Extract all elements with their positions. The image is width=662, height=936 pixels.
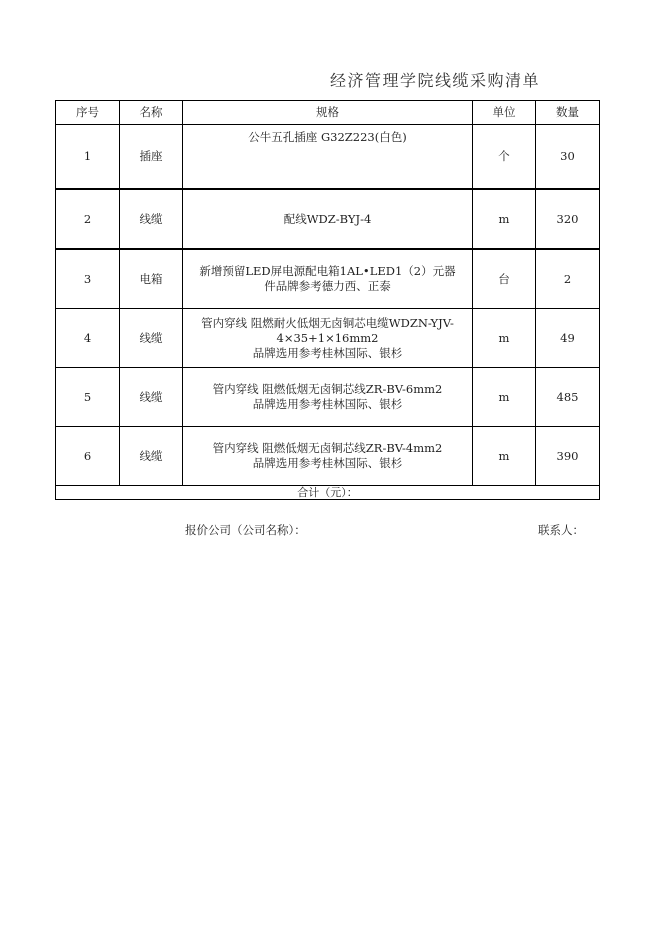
cell-no: 5 bbox=[56, 368, 120, 427]
table-row bbox=[56, 189, 600, 249]
quoting-company-label: 报价公司（公司名称）： bbox=[185, 523, 306, 537]
table-header-row bbox=[56, 101, 600, 125]
cell-qty: 390 bbox=[536, 427, 600, 486]
cell-name: 线缆 bbox=[120, 309, 183, 368]
total-label: 合计（元）： bbox=[56, 486, 600, 500]
header-cell-unit: 单位 bbox=[473, 101, 536, 125]
spec-line: 品牌选用参考桂林国际、银杉 bbox=[252, 397, 403, 411]
cell-no: 2 bbox=[56, 189, 120, 249]
cell-name: 线缆 bbox=[120, 427, 183, 486]
cell-no: 3 bbox=[56, 249, 120, 309]
spec-line: 管内穿线 阻燃低烟无卤铜芯线ZR-BV-4mm2 bbox=[212, 441, 443, 455]
cell-unit: m bbox=[473, 368, 536, 427]
cell-qty: 49 bbox=[536, 309, 600, 368]
table-row bbox=[56, 427, 600, 486]
table-row bbox=[56, 309, 600, 368]
cell-unit: m bbox=[473, 427, 536, 486]
contact-person-label: 联系人： bbox=[538, 523, 584, 537]
cell-spec bbox=[183, 125, 473, 190]
total-row bbox=[56, 486, 600, 500]
table-row bbox=[56, 368, 600, 427]
cell-no: 4 bbox=[56, 309, 120, 368]
spec-line: 件品牌参考德力西、正泰 bbox=[264, 279, 391, 293]
cell-unit: 台 bbox=[473, 249, 536, 309]
cell-qty: 2 bbox=[536, 249, 600, 309]
cell-spec bbox=[183, 427, 473, 486]
document-title: 经济管理学院线缆采购清单 bbox=[330, 71, 541, 90]
spec-line: 品牌选用参考桂林国际、银杉 bbox=[252, 456, 403, 470]
table-row bbox=[56, 125, 600, 190]
cell-unit: m bbox=[473, 309, 536, 368]
header-cell-name: 名称 bbox=[120, 101, 183, 125]
spec-line: 管内穿线 阻燃低烟无卤铜芯线ZR-BV-6mm2 bbox=[212, 382, 443, 396]
cell-qty: 320 bbox=[536, 189, 600, 249]
cell-name: 线缆 bbox=[120, 189, 183, 249]
procurement-table bbox=[55, 100, 600, 500]
header-cell-no: 序号 bbox=[56, 101, 120, 125]
cell-no: 6 bbox=[56, 427, 120, 486]
cell-name: 线缆 bbox=[120, 368, 183, 427]
spec-line: 公牛五孔插座 G32Z223(白色) bbox=[248, 130, 407, 144]
spec-line: 配线WDZ-BYJ-4 bbox=[283, 211, 372, 226]
header-cell-qty: 数量 bbox=[536, 101, 600, 125]
cell-name: 插座 bbox=[120, 125, 183, 190]
cell-unit: 个 bbox=[473, 125, 536, 190]
spec-line: 品牌选用参考桂林国际、银杉 bbox=[252, 345, 403, 360]
spec-line: 新增预留LED屏电源配电箱1AL•LED1（2）元器 bbox=[199, 264, 456, 278]
cell-name: 电箱 bbox=[120, 249, 183, 309]
header-cell-spec: 规格 bbox=[183, 101, 473, 125]
cell-spec bbox=[183, 309, 473, 368]
table-row bbox=[56, 249, 600, 309]
cell-spec bbox=[183, 189, 473, 249]
spec-line: 4×35+1×16mm2 bbox=[276, 330, 379, 345]
cell-unit: m bbox=[473, 189, 536, 249]
cell-qty: 30 bbox=[536, 125, 600, 190]
cell-spec bbox=[183, 249, 473, 309]
cell-no: 1 bbox=[56, 125, 120, 190]
cell-qty: 485 bbox=[536, 368, 600, 427]
spec-line: 管内穿线 阻燃耐火低烟无卤铜芯电缆WDZN-YJV- bbox=[201, 315, 454, 330]
cell-spec bbox=[183, 368, 473, 427]
